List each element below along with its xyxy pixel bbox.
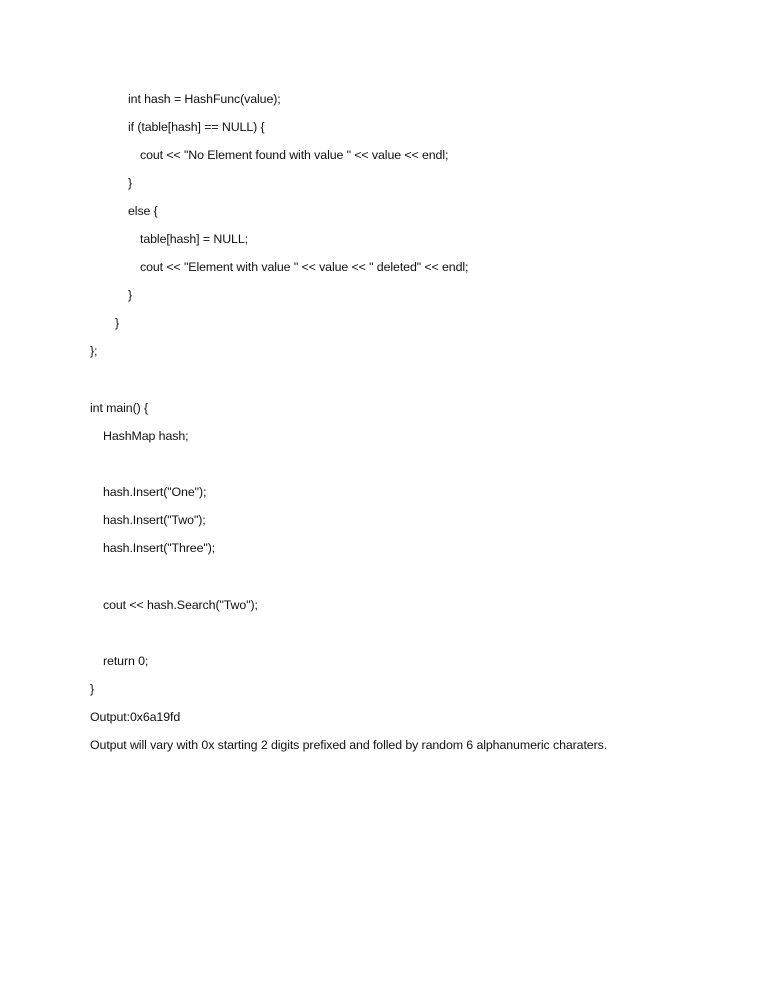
code-line-hashmap-decl: HashMap hash; <box>103 429 189 443</box>
code-line-set-null: table[hash] = NULL; <box>140 232 248 246</box>
code-line-return: return 0; <box>103 654 149 668</box>
code-line-close-method: } <box>115 316 120 330</box>
code-line-close-main: } <box>90 682 95 696</box>
code-line-close-brace: } <box>128 288 133 302</box>
code-line-close-brace: } <box>128 176 133 190</box>
output-note: Output will vary with 0x starting 2 digits prefixed and folled by random 6 alphanumeric charaters. <box>90 738 608 752</box>
code-line-else: else { <box>128 204 158 218</box>
code-line-insert-three: hash.Insert("Three"); <box>103 541 216 555</box>
code-line-hash-assign: int hash = HashFunc(value); <box>128 92 281 106</box>
code-line-main-signature: int main() { <box>90 401 149 415</box>
code-line-insert-two: hash.Insert("Two"); <box>103 513 206 527</box>
code-line-insert-one: hash.Insert("One"); <box>103 485 207 499</box>
output-value: Output:0x6a19fd <box>90 710 181 724</box>
code-line-close-class: }; <box>90 344 98 358</box>
code-line-cout-deleted: cout << "Element with value " << value << " deleted" << endl; <box>140 260 469 274</box>
code-line-if-null: if (table[hash] == NULL) { <box>128 120 265 134</box>
code-line-cout-search: cout << hash.Search("Two"); <box>103 598 258 612</box>
code-line-cout-not-found: cout << "No Element found with value " << value << endl; <box>140 148 449 162</box>
